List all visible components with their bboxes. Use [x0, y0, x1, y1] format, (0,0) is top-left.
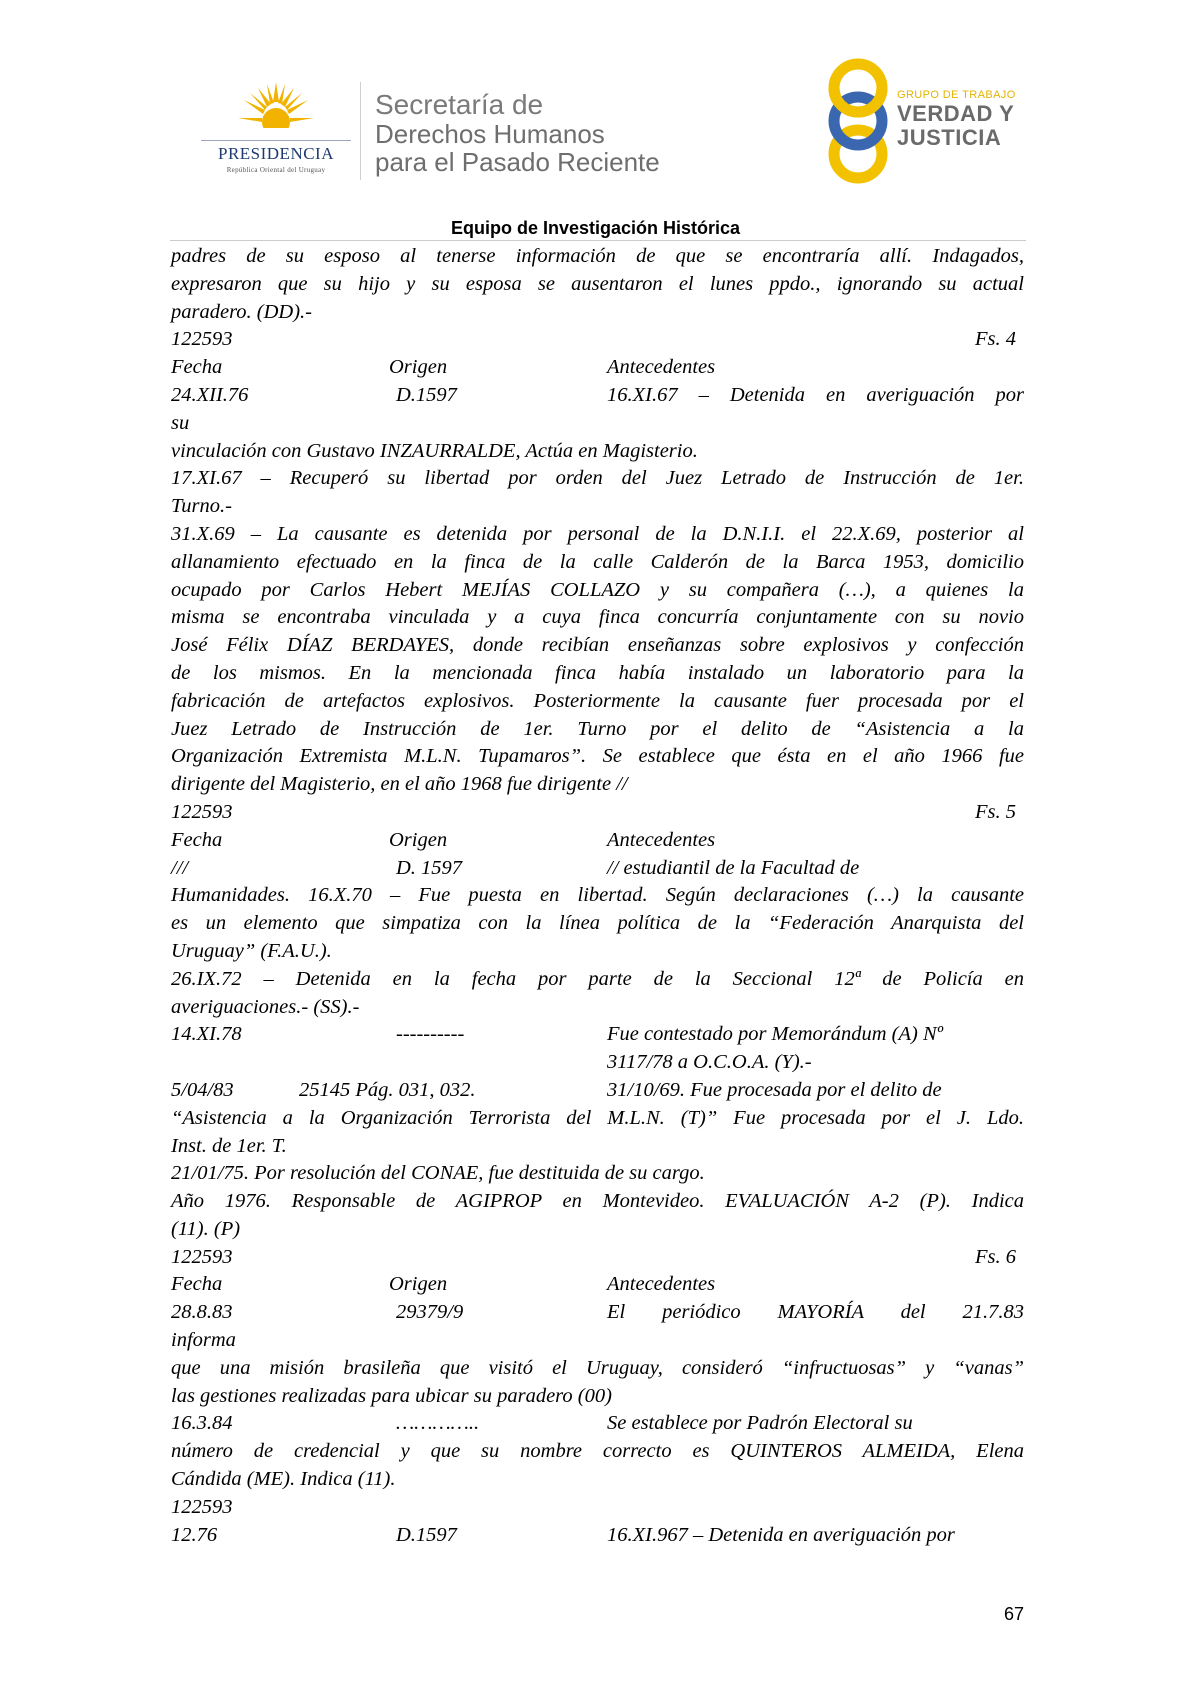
text-line: José Félix DÍAZ BERDAYES, donde recibían enseñanzas sobre explosivos y confección	[171, 634, 1024, 657]
cell-antecedentes: // estudiantil de la Facultad de	[607, 856, 860, 879]
cell-antecedentes: Se establece por Padrón Electoral su	[607, 1412, 913, 1435]
text-line: fabricación de artefactos explosivos. Posteriormente la causante fuer procesada por el	[171, 689, 1024, 712]
presidencia-subtitle: República Oriental del Uruguay	[226, 166, 326, 174]
folio-number: Fs. 5	[975, 800, 1016, 823]
record-row	[171, 1049, 1024, 1077]
record-id: 122593	[171, 800, 233, 823]
vj-line-2: JUSTICIA	[897, 125, 1002, 150]
text-line: 31.X.69 – La causante es detenida por personal de la D.N.I.I. el 22.X.69, posterior al	[171, 522, 1024, 545]
verdad-justicia-text	[897, 88, 1016, 150]
text-line: averiguaciones.- (SS).-	[171, 995, 360, 1018]
col-origen: Origen	[389, 828, 448, 851]
col-antecedentes: Antecedentes	[607, 828, 716, 851]
text-line: Año 1976. Responsable de AGIPROP en Montevideo. EVALUACIÓN A-2 (P). Indica	[171, 1190, 1024, 1213]
record-row	[171, 1522, 1024, 1550]
text-line: 26.IX.72 – Detenida en la fecha por parte de la Seccional 12ª de Policía en	[171, 967, 1024, 990]
secretaria-logo-text	[375, 90, 660, 176]
text-line: que una misión brasileña que visitó el Uruguay, consideró “infructuosas” y “vanas”	[171, 1356, 1024, 1379]
cell-origen: 29379/9	[396, 1301, 464, 1324]
text-line: las gestiones realizadas para ubicar su paradero (00)	[171, 1384, 612, 1407]
cell-fecha: 5/04/83	[171, 1078, 234, 1101]
presidencia-name: PRESIDENCIA	[217, 144, 334, 163]
cell-antecedentes: 3117/78 a O.C.O.A. (Y).-	[607, 1051, 812, 1074]
cell-fecha: 12.76	[171, 1523, 218, 1546]
record-row	[171, 1021, 1024, 1049]
header-divider	[360, 82, 361, 180]
record-row	[171, 855, 1024, 883]
record-row	[171, 382, 1024, 410]
cell-origen: ----------	[396, 1023, 465, 1046]
text-line: Juez Letrado de Instrucción de 1er. Turno por el delito de “Asistencia a la	[171, 717, 1024, 740]
text-line: allanamiento efectuado en la finca de la calle Calderón de la Barca 1953, domicilio	[171, 550, 1024, 573]
presidencia-logo	[196, 80, 356, 180]
folio-number: Fs. 6	[975, 1245, 1016, 1268]
secretaria-line-1: Secretaría de	[375, 89, 544, 120]
cell-fecha: 14.XI.78	[171, 1023, 242, 1046]
vj-line-1: VERDAD Y	[897, 101, 1015, 126]
text-line: dirigente del Magisterio, en el año 1968 fue dirigente //	[171, 773, 628, 796]
text-line: informa	[171, 1329, 236, 1352]
text-line: vinculación con Gustavo INZAURRALDE, Actúa en Magisterio.	[171, 439, 698, 462]
secretaria-line-2: Derechos Humanos	[375, 119, 605, 149]
column-headers	[171, 1271, 1024, 1299]
cell-fecha: 24.XII.76	[171, 383, 249, 406]
page-number: 67	[1004, 1604, 1025, 1624]
record-id: 122593	[171, 1245, 233, 1268]
text-line: Humanidades. 16.X.70 – Fue puesta en libertad. Según declaraciones (…) la causante	[171, 884, 1024, 907]
col-origen: Origen	[389, 1273, 448, 1296]
record-header-row	[171, 799, 1024, 827]
page-title: Equipo de Investigación Histórica	[450, 218, 741, 238]
text-line: misma se encontraba vinculada y a cuya finca concurría conjuntamente con su novio	[171, 606, 1024, 629]
text-line: padres de su esposo al tenerse información de que se encontraría allí. Indagados,	[171, 245, 1024, 267]
cell-fecha: 28.8.83	[171, 1301, 233, 1324]
cell-antecedentes: El periódico MAYORÍA del 21.7.83	[607, 1301, 1024, 1324]
col-antecedentes: Antecedentes	[607, 1273, 716, 1296]
text-line: paradero. (DD).-	[171, 300, 313, 323]
text-line: Uruguay” (F.A.U.).	[171, 939, 332, 962]
col-origen: Origen	[389, 356, 448, 379]
text-line: 17.XI.67 – Recuperó su libertad por orden del Juez Letrado de Instrucción de 1er.	[171, 467, 1024, 490]
record-row	[171, 1410, 1024, 1438]
col-fecha: Fecha	[171, 356, 223, 379]
text-line: (11). (P)	[171, 1217, 241, 1240]
column-headers	[171, 827, 1024, 855]
column-headers	[171, 354, 1024, 382]
cell-antecedentes: 16.XI.967 – Detenida en averiguación por	[607, 1523, 955, 1546]
text-line: ocupado por Carlos Hebert MEJÍAS COLLAZO y su compañera (…), a quienes la	[171, 578, 1024, 601]
cell-fecha: ///	[171, 856, 189, 879]
record-row	[171, 1077, 1024, 1105]
secretaria-line-3: para el Pasado Reciente	[375, 147, 660, 177]
text-line: 21/01/75. Por resolución del CONAE, fue destituida de su cargo.	[171, 1162, 705, 1185]
cell-antecedentes: 16.XI.67 – Detenida en averiguación por	[607, 383, 1024, 406]
text-line: 122593	[171, 1495, 233, 1518]
document-body	[171, 243, 1024, 1549]
col-antecedentes: Antecedentes	[607, 356, 716, 379]
text-line: Inst. de 1er. T.	[171, 1134, 287, 1157]
col-fecha: Fecha	[171, 1273, 223, 1296]
cell-origen: D.1597	[396, 383, 457, 406]
record-header-row	[171, 326, 1024, 354]
text-line: es un elemento que simpatiza con la línea política de la “Federación Anarquista del	[171, 912, 1024, 935]
cell-antecedentes: Fue contestado por Memorándum (A) Nº	[607, 1023, 944, 1046]
presidencia-rule	[201, 140, 351, 141]
text-line: “Asistencia a la Organización Terrorista del M.L.N. (T)” Fue procesada por el J. Ldo.	[171, 1106, 1024, 1129]
cell-origen: D.1597	[396, 1523, 457, 1546]
folio-number: Fs. 4	[975, 328, 1016, 351]
col-fecha: Fecha	[171, 828, 223, 851]
text-line: Cándida (ME). Indica (11).	[171, 1468, 396, 1491]
record-header-row	[171, 1244, 1024, 1272]
sun-icon	[236, 80, 316, 138]
cell-origen: D. 1597	[396, 856, 463, 879]
text-line: su	[171, 411, 190, 434]
text-line: Turno.-	[171, 495, 232, 518]
vj-group-label: GRUPO DE TRABAJO	[897, 89, 1016, 101]
record-row	[171, 1299, 1024, 1327]
record-id: 122593	[171, 328, 233, 351]
text-line: Organización Extremista M.L.N. Tupamaros”. Se establece que ésta en el año 1966 fue	[171, 745, 1024, 768]
cell-fecha: 16.3.84	[171, 1412, 233, 1435]
cell-antecedentes: 31/10/69. Fue procesada por el delito de	[607, 1078, 942, 1101]
title-rule	[170, 240, 1026, 241]
verdad-justicia-rings-icon	[822, 58, 894, 184]
text-line: número de credencial y que su nombre correcto es QUINTEROS ALMEIDA, Elena	[171, 1440, 1024, 1463]
text-line: de los mismos. En la mencionada finca había instalado un laboratorio para la	[171, 661, 1024, 684]
text-line: expresaron que su hijo y su esposa se ausentaron el lunes ppdo., ignorando su actual	[171, 272, 1024, 295]
cell-origen: …………..	[396, 1412, 480, 1435]
cell-origen: 25145 Pág. 031, 032.	[299, 1078, 476, 1101]
